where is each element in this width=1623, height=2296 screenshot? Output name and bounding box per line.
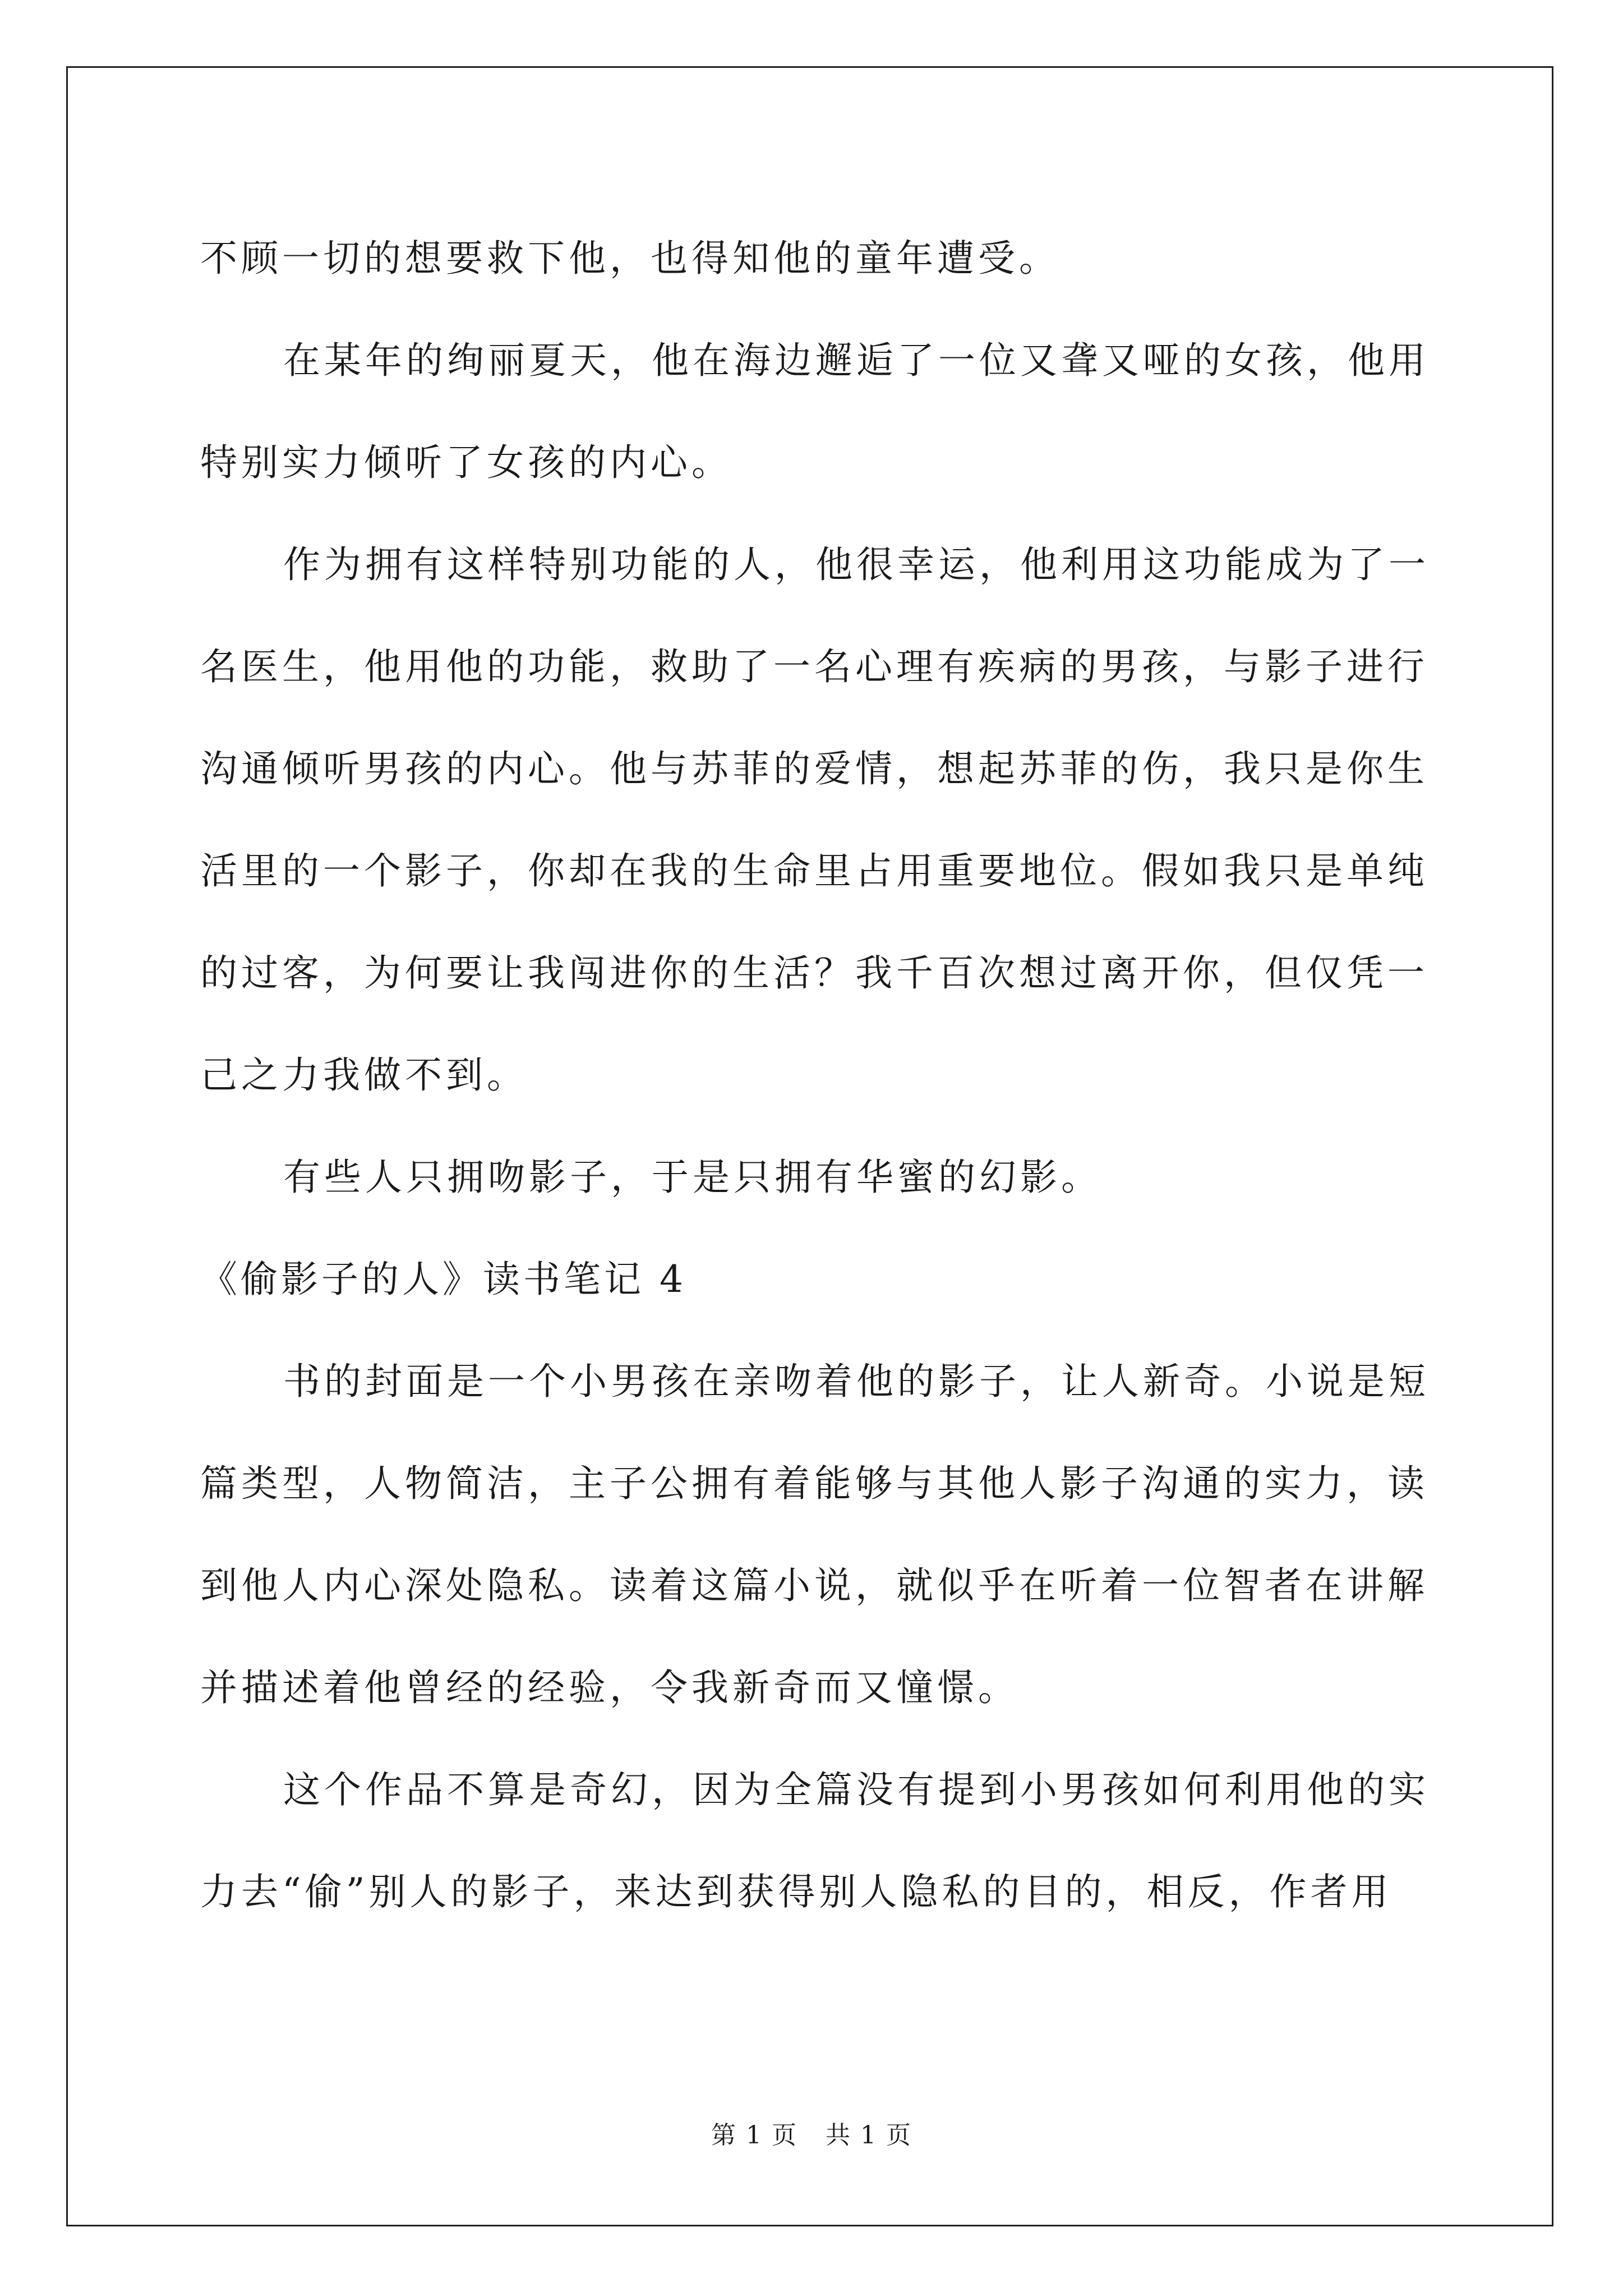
text-line: 活里的一个影子，你却在我的生命里占用重要地位。假如我只是单纯 [200, 849, 1428, 892]
text-line: 并描述着他曾经的经验，令我新奇而又憧憬。 [200, 1666, 1019, 1709]
paragraph-start: 书的封面是一个小男孩在亲吻着他的影子，让人新奇。小说是短 [283, 1360, 1430, 1403]
paragraph-start: 作为拥有这样特别功能的人，他很幸运，他利用这功能成为了一 [283, 543, 1430, 586]
text-line: 己之力我做不到。 [200, 1053, 528, 1097]
text-line: 沟通倾听男孩的内心。他与苏菲的爱情，想起苏菲的伤，我只是你生 [200, 747, 1428, 790]
page-number: 第 1 页 [711, 2121, 797, 2150]
text-line: 的过客，为何要让我闯进你的生活？我千百次想过离开你，但仅凭一 [200, 951, 1428, 995]
page-total: 共 1 页 [826, 2121, 912, 2150]
text-line: 到他人内心深处隐私。读着这篇小说，就似乎在听着一位智者在讲解 [200, 1564, 1428, 1607]
text-line: 不顾一切的想要救下他，也得知他的童年遭受。 [200, 237, 1060, 280]
text-line: 力去“偷”别人的影子，来达到获得别人隐私的目的，相反，作者用 [200, 1870, 1393, 1913]
text-line: 篇类型，人物简洁，主子公拥有着能够与其他人影子沟通的实力，读 [200, 1462, 1428, 1505]
paragraph-start: 有些人只拥吻影子，于是只拥有华蜜的幻影。 [283, 1156, 1102, 1199]
section-heading: 《偷影子的人》读书笔记 4 [200, 1258, 686, 1301]
page-footer [0, 2115, 1623, 2151]
paragraph-start: 这个作品不算是奇幻，因为全篇没有提到小男孩如何利用他的实 [283, 1768, 1430, 1811]
text-line: 名医生，他用他的功能，救助了一名心理有疾病的男孩，与影子进行 [200, 645, 1428, 688]
paragraph-start: 在某年的绚丽夏天，他在海边邂逅了一位又聋又哑的女孩，他用 [283, 339, 1430, 382]
text-line: 特别实力倾听了女孩的内心。 [200, 441, 732, 484]
document-body [200, 208, 1434, 1943]
